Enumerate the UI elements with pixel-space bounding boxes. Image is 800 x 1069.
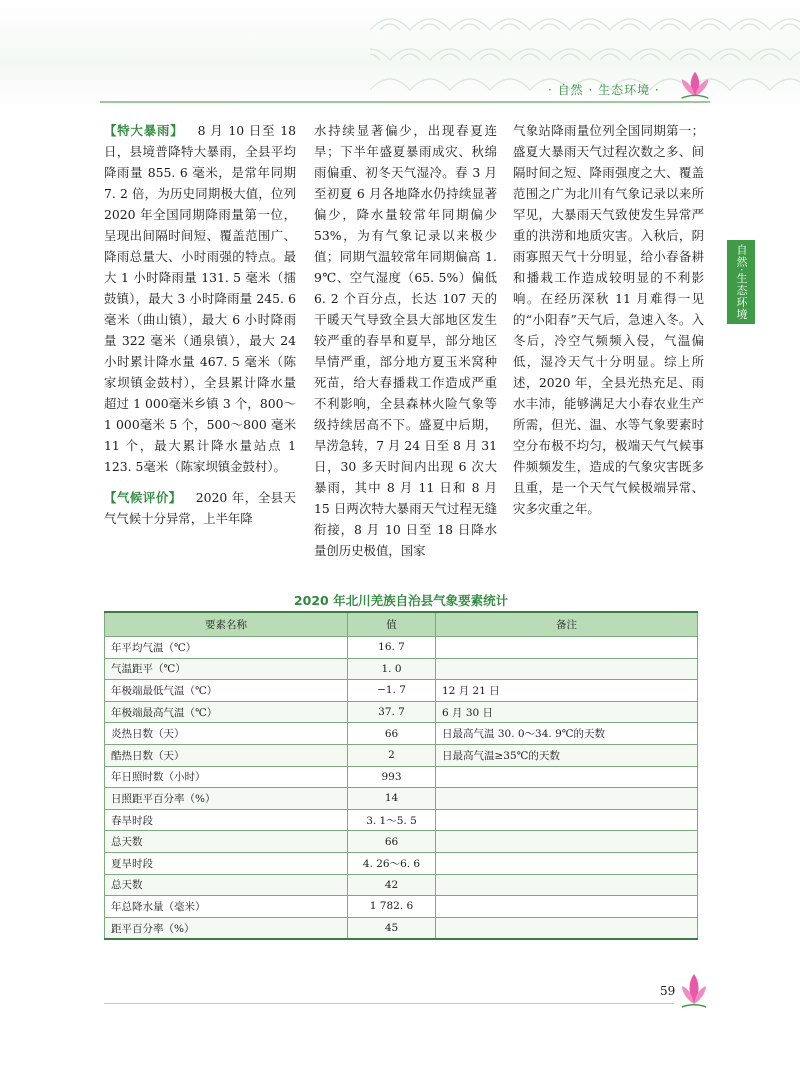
table-row	[105, 658, 698, 680]
cell-note	[436, 658, 698, 680]
table-row	[105, 874, 698, 896]
cell-element: 总天数	[105, 874, 348, 896]
paragraph-text: 水持续显著偏少，出现春夏连旱；下半年盛夏暴雨成灾、秋绵雨偏重、初冬天气湿冷。春 3 月至初夏 6 月各地降水仍持续显著偏少，降水量较常年同期偏少 53%，为有气象记录以来极少值；同期气温较常年同期偏高 1. 9℃、空气湿度（65. 5%）偏低 6. 2 个百分点，长达 107 天的干暖天气导致全县大部地区发生较严重的春旱和夏旱，部分地区旱情严重，部分地方夏玉米窝种死苗，给大春播栽工作造成严重不利影响，全县森林火险气象等级持续居高不下。盛夏中后期，旱涝急转，7 月 24 日至 8 月 31 日，30 多天时间内出现 6 次大暴雨，其中 8 月 11 日和 8 月 15 日两次特大暴雨天气过程无缝衔接，8 月 10 日至 18 日降水量创历史极值，国家	[314, 123, 497, 558]
lotus-icon	[676, 66, 714, 104]
cell-element: 年总降水量（毫米）	[105, 896, 348, 918]
table-row	[105, 917, 698, 939]
paragraph-text: 8 月 10 日至 18 日，县境普降特大暴雨，全县平均降雨量 855. 6 毫米，是常年同期 7. 2 倍，为历史同期极大值，位列 2020 年全国同期降雨量第一位，呈现出间隔时间短、覆盖范围广、降雨总量大、小时雨强的特点。最大 1 小时降雨量 131. 5 毫米（擂鼓镇），最大 3 小时降雨量 245. 6 毫米（曲山镇），最大 6 小时降雨量 322 毫米（通泉镇），最大 24 小时累计降水量 467. 5 毫米（陈家坝镇金鼓村），全县累计降水量超过 1 000毫米乡镇 3 个，800～1 000毫米 5 个，500～800 毫米 11 个，最大累计降水量站点 1 123. 5毫米（陈家坝镇金鼓村）。	[104, 123, 297, 474]
cell-note	[436, 831, 698, 853]
table-row	[105, 766, 698, 788]
cell-element: 年极端最低气温（℃）	[105, 680, 348, 702]
column-header: 备注	[436, 612, 698, 637]
cell-value: 3. 1～5. 5	[348, 809, 436, 831]
cell-note	[436, 852, 698, 874]
cell-value: 16. 7	[348, 637, 436, 659]
page-number: 59	[660, 984, 676, 998]
text-column-1	[104, 120, 296, 529]
text-column-3	[513, 120, 704, 519]
cell-note	[436, 896, 698, 918]
cell-value: 45	[348, 917, 436, 939]
column-header: 要素名称	[105, 612, 348, 637]
cell-element: 年平均气温（℃）	[105, 637, 348, 659]
cell-value: 1 782. 6	[348, 896, 436, 918]
table-row	[105, 680, 698, 702]
table-row	[105, 831, 698, 853]
cell-note: 6 月 30 日	[436, 701, 698, 723]
cell-value: 2	[348, 744, 436, 766]
table-row	[105, 723, 698, 745]
cell-note: 日最高气温≥35℃的天数	[436, 744, 698, 766]
cell-value: 4. 26～6. 6	[348, 852, 436, 874]
table-row	[105, 788, 698, 810]
paragraph-lead-climate-review: 【气候评价】	[104, 490, 182, 505]
table-row	[105, 637, 698, 659]
table-row	[105, 896, 698, 918]
section-tag: · 自然 · 生态环境 ·	[548, 83, 660, 97]
table-title: 2020 年北川羌族自治县气象要素统计	[293, 593, 509, 608]
table-row	[105, 744, 698, 766]
column-header: 值	[348, 612, 436, 637]
cell-note	[436, 637, 698, 659]
lotus-icon	[679, 970, 709, 1010]
cell-value: 993	[348, 766, 436, 788]
cell-value: 42	[348, 874, 436, 896]
weather-stats-table	[104, 611, 698, 940]
cell-element: 炎热日数（天）	[105, 723, 348, 745]
cell-value: 14	[348, 788, 436, 810]
cell-value: 1. 0	[348, 658, 436, 680]
paragraph-text: 气象站降雨量位列全国同期第一；盛夏大暴雨天气过程次数之多、间隔时间之短、降雨强度之大、覆盖范围之广为北川有气象记录以来所罕见，大暴雨天气致使发生异常严重的洪涝和地质灾害。入秋后，阴雨寡照天气十分明显，给小春备耕和播栽工作造成较明显的不利影响。在经历深秋 11 月难得一见的“小阳春”天气后，急速入冬。入冬后，冷空气频频入侵，气温偏低，湿冷天气十分明显。综上所述，2020 年，全县光热充足、雨水丰沛，能够满足大小春农业生产所需，但光、温、水等气象要素时空分布极不均匀，极端天气气候事件频频发生，造成的气象灾害既多且重，是一个天气气候极端异常、灾多灾重之年。	[513, 123, 704, 516]
cell-element: 年极端最高气温（℃）	[105, 701, 348, 723]
table-header-row	[105, 612, 698, 637]
footer-rule	[104, 1003, 674, 1004]
header-rule	[100, 101, 710, 103]
side-tab-section: 自然·生态环境	[727, 240, 755, 324]
cell-element: 春旱时段	[105, 809, 348, 831]
cell-note	[436, 874, 698, 896]
text-column-2	[314, 120, 497, 561]
table-row	[105, 852, 698, 874]
cell-note: 日最高气温 30. 0～34. 9℃的天数	[436, 723, 698, 745]
paragraph-climate-review	[104, 487, 296, 529]
cell-element: 距平百分率（%）	[105, 917, 348, 939]
cell-value: 66	[348, 831, 436, 853]
cell-note: 12 月 21 日	[436, 680, 698, 702]
cell-element: 总天数	[105, 831, 348, 853]
paragraph-heavy-rain	[104, 120, 296, 477]
cell-element: 酷热日数（天）	[105, 744, 348, 766]
cell-element: 夏旱时段	[105, 852, 348, 874]
cell-note	[436, 766, 698, 788]
cell-note	[436, 809, 698, 831]
cell-element: 年日照时数（小时）	[105, 766, 348, 788]
cell-value: 37. 7	[348, 701, 436, 723]
cell-value: 66	[348, 723, 436, 745]
cell-value: −1. 7	[348, 680, 436, 702]
table-row	[105, 809, 698, 831]
paragraph-text: 2020 年，全县天气气候十分异常，上半年降	[104, 490, 297, 526]
cell-element: 日照距平百分率（%）	[105, 788, 348, 810]
cell-note	[436, 788, 698, 810]
paragraph-lead-heavy-rain: 【特大暴雨】	[104, 123, 184, 138]
table-row	[105, 701, 698, 723]
cell-note	[436, 917, 698, 939]
cell-element: 气温距平（℃）	[105, 658, 348, 680]
